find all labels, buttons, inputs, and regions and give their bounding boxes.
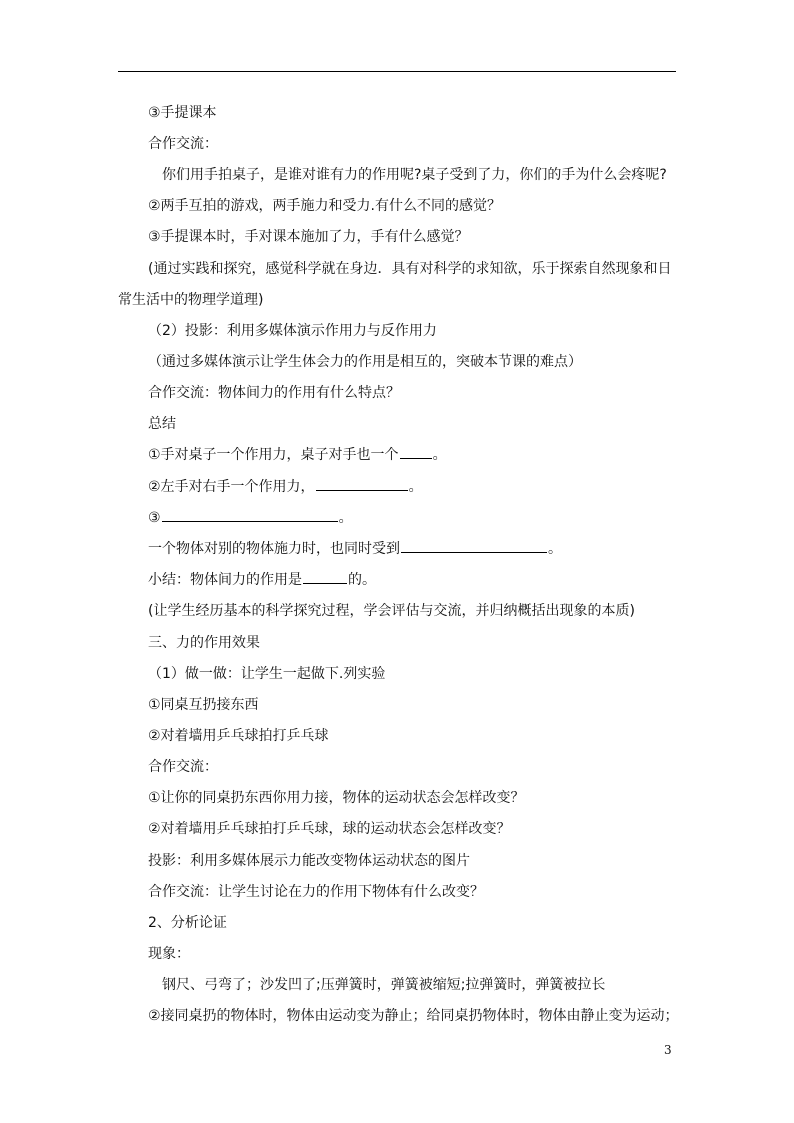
text-line: 合作交流：物体间力的作用有什么特点？ (148, 385, 400, 401)
text-line: (通过实践和探究，感觉科学就在身边．具有对科学的求知欲，乐于探索自然现象和日 (148, 261, 672, 277)
text-line: 合作交流： (148, 759, 218, 775)
text-span: 。 (408, 479, 423, 495)
text-span: 。 (338, 510, 353, 526)
answer-blank (316, 478, 408, 491)
text-span: 的。 (348, 572, 376, 588)
fill-blank-line (148, 540, 562, 558)
page-number: 3 (664, 1043, 672, 1057)
text-span: ①手对桌子一个作用力，桌子对手也一个 (148, 447, 399, 463)
text-line: （2）投影：利用多媒体演示作用力与反作用力 (148, 323, 437, 339)
text-line: ②对着墙用乒乓球拍打乒乓球 (148, 728, 329, 744)
text-line: ①让你的同桌扔东西你用力接，物体的运动状态会怎样改变？ (148, 790, 525, 806)
fill-blank-line (148, 509, 353, 527)
text-line: （1）做一做：让学生一起做下.列实验 (148, 666, 386, 682)
header-rule (118, 71, 676, 72)
text-span: ②左手对右手一个作用力， (148, 479, 315, 495)
text-line: 你们用手拍桌子，是谁对谁有力的作用呢?桌子受到了力，你们的手为什么会疼呢? (162, 167, 667, 183)
answer-blank (400, 446, 432, 459)
text-line: 2、分析论证 (148, 915, 227, 931)
section-heading: 三、力的作用效果 (148, 635, 260, 651)
fill-blank-line (148, 446, 447, 464)
fill-blank-line (148, 478, 423, 496)
text-line: 现象： (148, 946, 190, 962)
text-line: 投影：利用多媒体展示力能改变物体运动状态的图片 (148, 853, 470, 869)
answer-blank (162, 509, 338, 522)
text-line: (让学生经历基本的科学探究过程，学会评估与交流，并归纳概括出现象的本质) (148, 603, 635, 619)
text-span: ③ (148, 510, 161, 526)
text-line: 合作交流： (148, 136, 218, 152)
answer-blank (401, 540, 547, 553)
text-line: （通过多媒体演示让学生体会力的作用是相互的，突破本节课的难点） (148, 354, 582, 370)
text-line: ②接同桌扔的物体时，物体由运动变为静止；给同桌扔物体时，物体由静止变为运动； (148, 1008, 679, 1024)
text-span: 一个物体对别的物体施力时，也同时受到 (148, 541, 400, 557)
text-line: ②对着墙用乒乓球拍打乒乓球，球的运动状态会怎样改变？ (148, 821, 511, 837)
answer-blank (303, 571, 347, 584)
text-line: ③手提课本时，手对课本施加了力，手有什么感觉？ (148, 229, 469, 245)
text-line: 常生活中的物理学道理) (118, 292, 264, 308)
text-span: 。 (548, 541, 562, 557)
text-line: ②两手互拍的游戏，两手施力和受力.有什么不同的感觉？ (148, 198, 501, 214)
text-line: ③手提课本 (148, 105, 217, 121)
text-line: 合作交流：让学生讨论在力的作用下物体有什么改变？ (148, 884, 484, 900)
text-line: 总结 (148, 416, 176, 432)
text-span: 小结：物体间力的作用是 (148, 572, 302, 588)
fill-blank-line (148, 571, 376, 589)
text-span: 。 (432, 447, 447, 463)
text-line: 钢尺、弓弯了；沙发凹了;压弹簧时，弹簧被缩短;拉弹簧时，弹簧被拉长 (162, 977, 606, 993)
text-line: ①同桌互扔接东西 (148, 697, 259, 713)
